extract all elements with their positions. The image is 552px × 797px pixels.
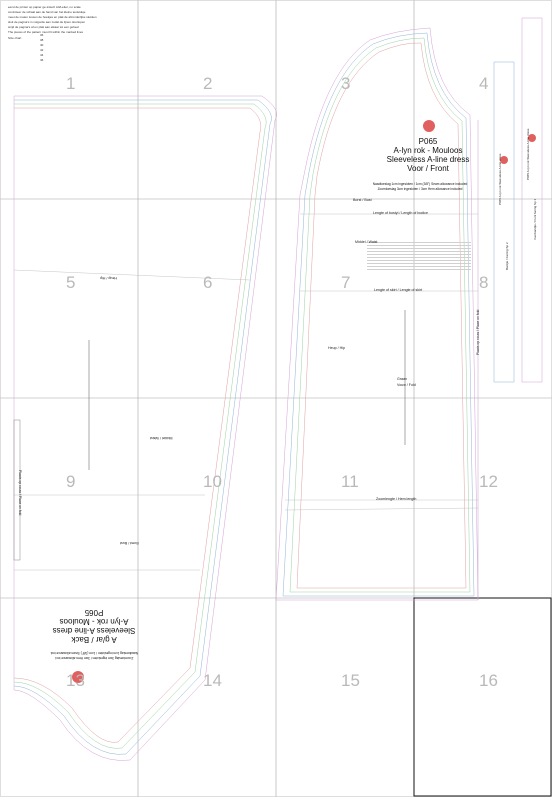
front-view: Voor / Front <box>407 164 449 173</box>
strip1-sub: Bantjie / Facing Sp 2 <box>505 242 509 270</box>
cell-number: 5 <box>66 273 76 292</box>
size-table <box>367 240 471 260</box>
hip-label: Heup / Hip <box>328 346 345 350</box>
strip2-sub: Voorbandjie / Front facing Sp 1 <box>533 198 537 240</box>
cell-number: 1 <box>66 74 76 93</box>
cell-number: 4 <box>479 74 489 93</box>
legend-size: 38 <box>40 38 44 42</box>
note-line: eerst de printer op papier ge-instell: A4/Letter, no scale <box>8 5 81 9</box>
note-line: controleer de schaal aan de hand van het kleine teststukje <box>8 10 86 14</box>
fold-label: Vouw / Fold <box>397 383 416 387</box>
back-waist-label: Middel / Waist <box>150 436 173 440</box>
grainlines <box>89 310 405 470</box>
strip2-title: P065 A-lyn rok Sleeveless A-line dress <box>526 128 530 180</box>
logo-front <box>423 120 435 132</box>
note-line: snijd de pagina's af en plak aan elkaar tot een geheel <box>8 25 79 29</box>
cell-number: 10 <box>203 472 222 491</box>
back-code: P065 <box>84 608 104 617</box>
cell-number: 13 <box>66 671 85 690</box>
front-note: Zoomtoeslag 3cm ingesloten / 3cm Hem allowance included <box>377 187 463 191</box>
back-hip-label: Heup / Hip <box>100 276 117 280</box>
waist-label: Middel / Waist <box>355 240 378 244</box>
back-title-block <box>24 598 164 660</box>
front-pattern-lines <box>276 28 478 600</box>
strip1-title: P065 A-lyn rok Sleeveless A-line dress <box>498 153 502 205</box>
cell-number: 7 <box>341 273 351 292</box>
bust-label: Borst / Bust <box>353 198 372 202</box>
legend-title: Size chart <box>8 36 22 40</box>
back-pattern-lines <box>14 96 277 761</box>
cell-number: 15 <box>341 671 360 690</box>
front-subtitle: Sleeveless A-line dress <box>386 155 470 164</box>
cell-number: 3 <box>341 74 351 93</box>
bodice-length-label: Lengte of bostyl / Length of bodice <box>373 211 428 215</box>
cell-number: 14 <box>203 671 222 690</box>
note-line: meet de maten tussen de hoekjes en plak de afzonderlijke stukken <box>8 15 97 19</box>
legend-size: 42 <box>40 48 44 52</box>
legend-size: 36 <box>40 33 44 37</box>
back-note: Zoomtoeslag 3cm ingesloten / 3cm Hem allowance incl. <box>54 656 134 660</box>
back-bust-label: Borst / Bust <box>120 541 139 545</box>
cell-number: 12 <box>479 472 498 491</box>
front-fold-text: Plaats op vouw / Place on fold <box>476 309 480 355</box>
note-line: The pieces of the pattern must fit within the marked lines <box>8 30 84 34</box>
back-view: A g/ar / Back <box>71 635 117 644</box>
cell-16-box <box>414 598 551 796</box>
back-fold-text: Plaats op vouw / Place on fold <box>18 470 22 516</box>
back-note: Naadtoeslag 1cm ingesloten / 1cm (3/8") Seam allowance incl. <box>49 651 139 655</box>
cell-number: 8 <box>479 273 489 292</box>
grain-label: Graan <box>397 377 407 381</box>
legend-size: 46 <box>40 58 44 62</box>
back-name: A-lyn rok - Mouloos <box>59 617 129 626</box>
note-line: sluit de pagina's in volgorde aan zodat de lijnen doorlopen <box>8 20 86 24</box>
front-code: P065 <box>418 137 438 146</box>
cell-number: 11 <box>341 472 359 491</box>
cell-number: 16 <box>479 671 498 690</box>
cell-number: 2 <box>203 74 213 93</box>
cell-number: 9 <box>66 472 76 491</box>
legend-size: 44 <box>40 53 44 57</box>
legend-size: 40 <box>40 43 44 47</box>
cell-number: 6 <box>203 273 213 292</box>
back-subtitle: Sleeveless A-line dress <box>52 626 136 635</box>
hem-length-label: Zoomlengte / Hem length <box>376 497 417 501</box>
front-name: A-lyn rok - Mouloos <box>393 146 463 155</box>
front-note: Naadtoeslag 1cm ingesloten / 1cm (3/8") Seam allowance included <box>372 182 468 186</box>
skirt-length-label: Lengte of skirt / Lengte of skirt <box>374 288 423 292</box>
